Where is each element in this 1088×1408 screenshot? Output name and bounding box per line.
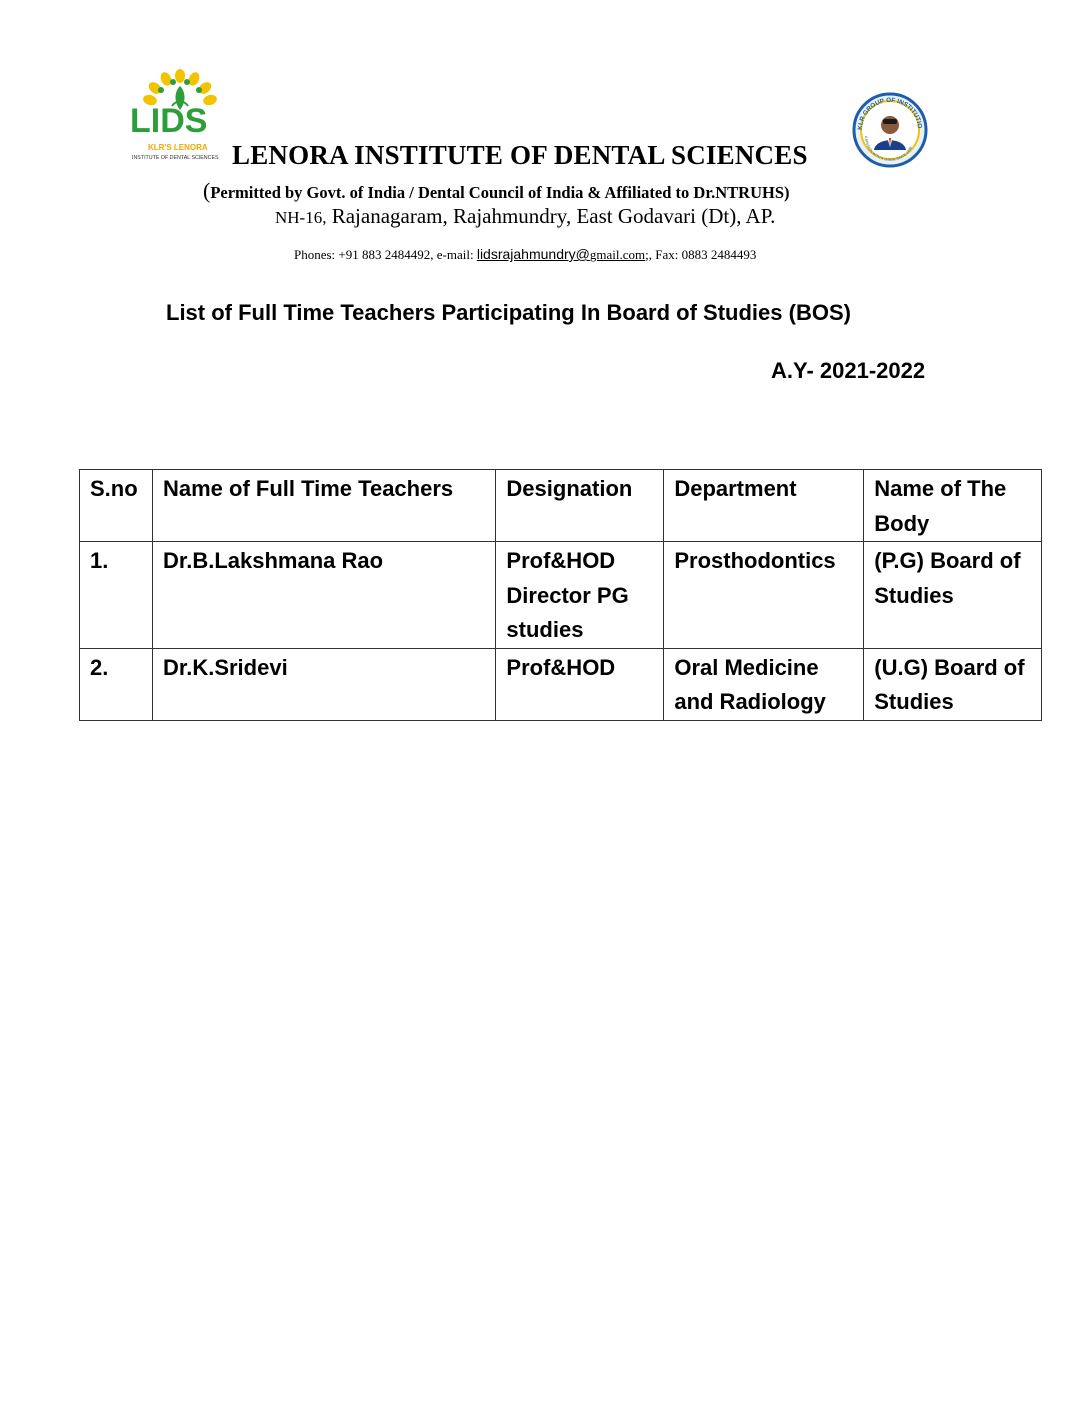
- cell-body: (P.G) Board of Studies: [864, 542, 1042, 649]
- cell-sno: 2.: [80, 648, 153, 720]
- table-row: [80, 542, 1042, 649]
- header-name: Name of Full Time Teachers: [152, 470, 495, 542]
- svg-text:KLR GROUP OF INSTITUTIONS: KLR GROUP OF INSTITUTIO: [856, 96, 924, 131]
- document-title: List of Full Time Teachers Participating In Board of Studies (BOS): [166, 300, 851, 325]
- cell-department: Prosthodontics: [664, 542, 864, 649]
- svg-text:INSTITUTE OF DENTAL SCIENCES: INSTITUTE OF DENTAL SCIENCES: [132, 155, 219, 161]
- address-rest: Rajanagaram, Rajahmundry, East Godavari (Dt), AP.: [326, 204, 776, 228]
- email-domain[interactable]: gmail.com: [589, 247, 646, 262]
- phones-text: Phones: +91 883 2484492, e-mail:: [294, 247, 477, 262]
- table-header-row: [80, 470, 1042, 542]
- cell-sno: 1.: [80, 542, 153, 649]
- bos-teachers-table: [79, 469, 1042, 721]
- permission-text: Permitted by Govt. of India / Dental Council of India & Affiliated to Dr.NTRUHS): [210, 183, 790, 202]
- fax-text: ;, Fax: 0883 2484493: [645, 247, 757, 262]
- cell-designation: Prof&HOD: [496, 648, 664, 720]
- klr-group-logo: [850, 92, 930, 168]
- cell-name: Dr.B.Lakshmana Rao: [152, 542, 495, 649]
- email-link[interactable]: lidsrajahmundry@: [476, 246, 590, 262]
- cell-designation: Prof&HOD Director PG studies: [496, 542, 664, 649]
- cell-name: Dr.K.Sridevi: [152, 648, 495, 720]
- address-prefix: NH-16,: [275, 208, 327, 227]
- address-line: [275, 204, 775, 229]
- svg-text:LIDS: LIDS: [130, 102, 208, 140]
- header-sno: S.no: [80, 470, 153, 542]
- svg-text:A MISSION WITH A VISION SINCE: A MISSION WITH A VISION SINCE 1998: [863, 135, 913, 163]
- academic-year: A.Y- 2021-2022: [771, 358, 926, 383]
- permission-line: (Permitted by Govt. of India / Dental Council of India & Affiliated to Dr.NTRUHS): [203, 178, 790, 203]
- lids-logo: [128, 66, 232, 166]
- institute-name: LENORA INSTITUTE OF DENTAL SCIENCES: [232, 140, 808, 170]
- contact-line: [294, 246, 756, 263]
- cell-body: (U.G) Board of Studies: [864, 648, 1042, 720]
- header-designation: Designation: [496, 470, 664, 542]
- header-body: Name of The Body: [864, 470, 1042, 542]
- table-row: [80, 648, 1042, 720]
- header-department: Department: [664, 470, 864, 542]
- svg-text:KLR'S LENORA: KLR'S LENORA: [148, 143, 208, 152]
- cell-department: Oral Medicine and Radiology: [664, 648, 864, 720]
